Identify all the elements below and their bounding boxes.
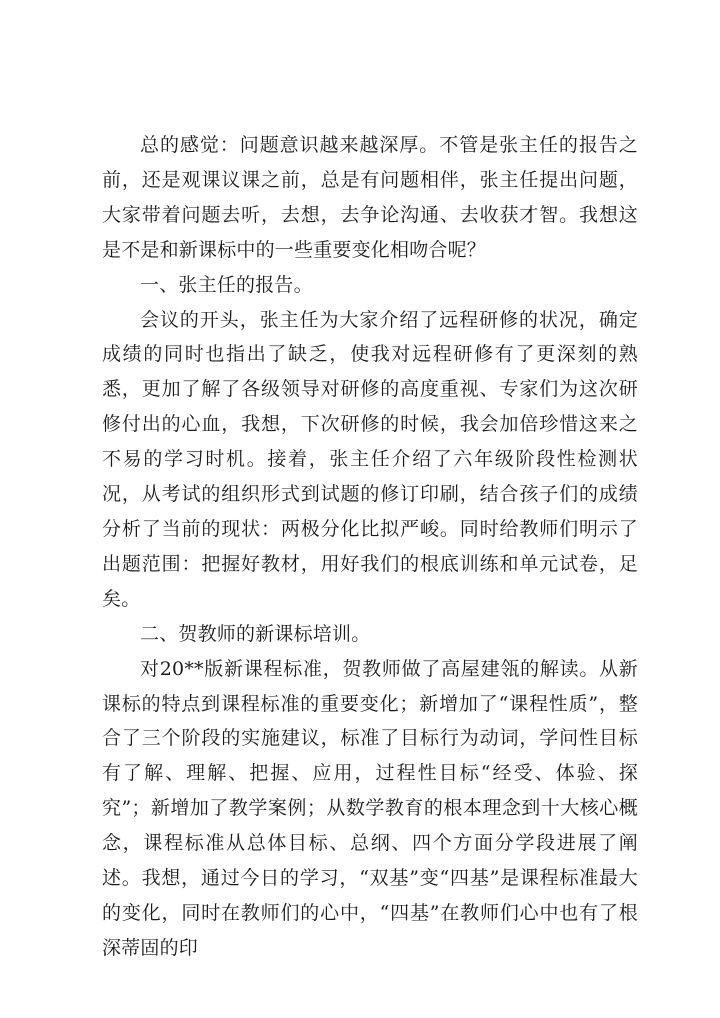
- section-heading-curriculum-training: 二、贺教师的新课标培训。: [140, 622, 371, 645]
- paragraph-overall-feeling: 总的感觉：问题意识越来越深厚。不管是张主任的报告之前，还是观课议课之前，总是有问题相伴，张主任提出问题，大家带着问题去听，去想，去争论沟通、去收获才智。我想这是不是和新课标中的一些重要变化相吻合呢？: [102, 134, 638, 261]
- paragraph-curriculum-training: 对20**版新课程标准，贺教师做了高屋建瓴的解读。从新课标的特点到课程标准的重要变化；新增加了“课程性质”，整合了三个阶段的实施建议，标准了目标行为动词，学问性目标有了解、理解、把握、应用，过程性目标“经受、体验、探究”；新增加了教学案例；从数学教育的根本理念到十大核心概念，课程标准从总体目标、总纲、四个方面分学段进展了阐述。我想，通过今日的学习，“双基”变“四基”是课程标准最大的变化，同时在教师们的心中，“四基”在教师们心中也有了根深蒂固的印: [102, 657, 638, 959]
- section-heading-director-report: 一、张主任的报告。: [140, 273, 313, 296]
- document-body: [102, 128, 638, 966]
- paragraph-director-report: 会议的开头，张主任为大家介绍了远程研修的状况，确定成绩的同时也指出了缺乏，使我对远程研修有了更深刻的熟悉，更加了解了各级领导对研修的高度重视、专家们为这次研修付出的心血，我想，下次研修的时候，我会加倍珍惜这来之不易的学习时机。接着，张主任介绍了六年级阶段性检测状况，从考试的组织形式到试题的修订印刷，结合孩子们的成绩分析了当前的现状：两极分化比拟严峻。同时给教师们明示了出题范围：把握好教材，用好我们的根底训练和单元试卷，足矣。: [102, 308, 638, 610]
